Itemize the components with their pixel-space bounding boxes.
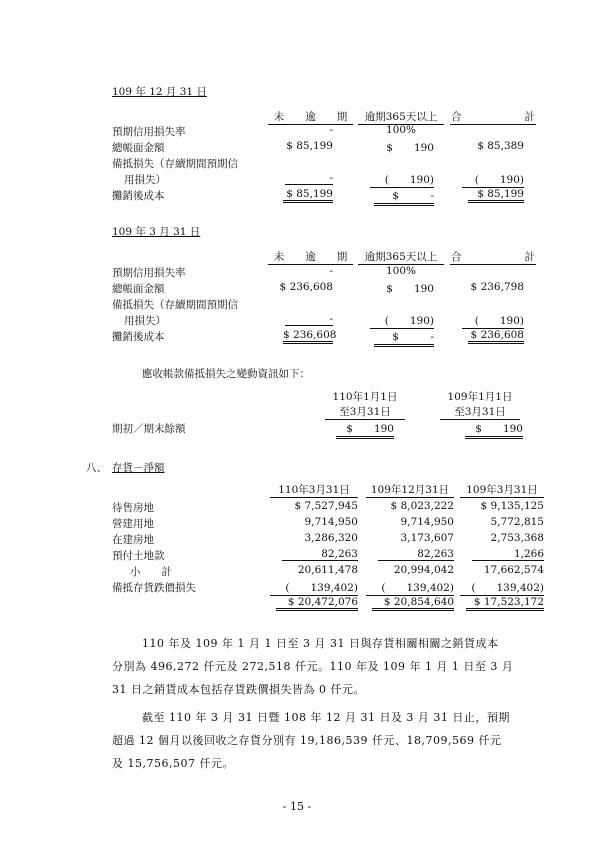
table2-cell: ( 190) [370,313,434,329]
paragraph-line: 31 日之銷貨成本包括存貨跌價損失皆為 0 仟元。 [112,683,365,696]
table1-header-overdue: 逾期365天以上 [358,109,444,125]
allowance-intro: 應收帳款備抵損失之變動資訊如下： [142,368,310,380]
table2-date: 109 年 3 月 31 日 [112,226,201,238]
inventory-cell: 9,714,950 [304,516,358,528]
allowance-col2-header-sub: 至3月31日 [440,404,520,420]
paragraph-line: 分別為 496,272 仟元及 272,518 仟元。110 年及 109 年 1 月 1 日至 3 月 [112,660,514,673]
table2-row-label: 總帳面金額 [112,283,165,295]
inventory-cell: 2,753,368 [490,532,544,544]
table1-cell: $ 85,389 [477,140,524,152]
table2-cell: $ 236,608 [468,329,524,344]
table2-cell: $ 236,608 [283,329,333,344]
table2-cell: ( 190) [462,313,524,329]
table1-cell: ( 190) [462,172,524,188]
table1-cell: $ 85,199 [468,188,524,203]
table2-cell: $ 190 [386,283,434,295]
table1-row-label: 總帳面金額 [112,142,165,154]
table1-row-label: 用損失） [124,174,166,186]
paragraph-line: 截至 110 年 3 月 31 日暨 108 年 12 月 31 日及 3 月 31 日止，預期 [142,711,510,724]
inventory-cell: 20,611,478 [297,564,358,576]
table2-cell: - [285,313,333,326]
inventory-cell: 20,994,042 [393,564,454,576]
cost-of-sales-paragraph [112,632,542,701]
table1-cell: $ 190 [386,142,434,154]
inventory-cell: 1,266 [472,548,544,561]
table2-row-label: 攤銷後成本 [112,331,165,343]
table1-header-total: 合 計 [451,111,535,123]
inventory-cell: ( 139,402) [460,580,544,596]
table2-header-overdue: 逾期365天以上 [358,249,444,265]
paragraph-line: 超過 12 個月以後回收之存貨分別有 19,186,539 仟元、18,709,569 仟元 [112,734,502,747]
table2-cell: $ - [374,329,434,347]
allowance-col2-header: 109年1月1日 [447,391,513,403]
inventory-cell: 17,662,574 [483,564,544,576]
inventory-cell: $ 9,135,125 [480,500,544,512]
allowance-col1-header: 110年1月1日 [332,391,398,403]
paragraph-line: 110 年及 109 年 1 月 1 日至 3 月 31 日與存貨相關相關之銷貨成本 [142,637,499,650]
table2-row-label: 用損失） [124,315,166,327]
allowance-row-label: 期初／期末餘額 [112,423,186,435]
table1-cell: - [329,124,333,136]
inventory-row-label: 小 計 [130,566,172,578]
inventory-recovery-paragraph [112,706,542,775]
table2-cell: - [329,265,333,277]
inventory-cell: 82,263 [282,548,358,561]
inventory-cell: $ 8,023,222 [390,500,454,512]
table2-row-label: 備抵損失（存續期間預期信 [112,299,238,311]
inventory-total-cell: $ 17,523,172 [466,596,544,611]
table1-cell: $ 85,199 [283,188,333,203]
inventory-cell: 3,286,320 [304,532,358,544]
table2-header-not-overdue: 未 逾 期 [268,249,353,265]
paragraph-line: 及 15,756,507 仟元。 [112,757,234,770]
page-number: - 15 - [282,800,312,813]
table1-date: 109 年 12 月 31 日 [112,86,207,98]
table1-cell: 100% [385,124,417,136]
table1-cell: $ 85,199 [286,140,333,152]
table1-header-not-overdue: 未 逾 期 [268,109,353,125]
allowance-col1-header-sub: 至3月31日 [325,404,405,420]
inventory-cell: ( 139,402) [366,580,454,596]
table2-row-label: 預期信用損失率 [112,267,186,279]
table1-row-label: 備抵損失（存續期間預期信 [112,158,238,170]
inventory-row-label: 預付土地款 [112,550,165,562]
table2-cell: $ 236,798 [470,281,524,293]
inventory-total-cell: $ 20,472,076 [276,596,358,611]
table2-header-total: 合 計 [451,251,535,263]
allowance-value-2020: $ 190 [465,421,523,439]
section-number: 八、 [86,462,107,474]
inventory-row-label: 在建房地 [112,534,154,546]
table1-row-label: 預期信用損失率 [112,126,186,138]
inventory-cell: $ 7,527,945 [294,500,358,512]
table1-row-label: 攤銷後成本 [112,190,165,202]
inventory-header: 109年3月31日 [460,482,544,498]
inventory-row-label: 備抵存貨跌價損失 [112,582,196,594]
table1-cell: ( 190) [370,172,434,188]
inventory-cell: ( 139,402) [270,580,358,596]
inventory-row-label: 待售房地 [112,502,154,514]
table1-cell: - [285,172,333,185]
inventory-header: 110年3月31日 [270,482,358,498]
inventory-cell: 9,714,950 [400,516,454,528]
inventory-cell: 5,772,815 [490,516,544,528]
table2-cell: 100% [385,265,417,277]
table2-cell: $ 236,608 [279,281,333,293]
inventory-cell: 3,173,607 [400,532,454,544]
inventory-header: 109年12月31日 [366,482,454,498]
allowance-value-2021: $ 190 [336,421,394,439]
table1-cell: $ - [374,188,434,206]
section-title: 存貨－淨額 [112,462,165,474]
inventory-total-cell: $ 20,854,640 [372,596,454,611]
inventory-cell: 82,263 [378,548,454,561]
inventory-row-label: 營建用地 [112,518,154,530]
